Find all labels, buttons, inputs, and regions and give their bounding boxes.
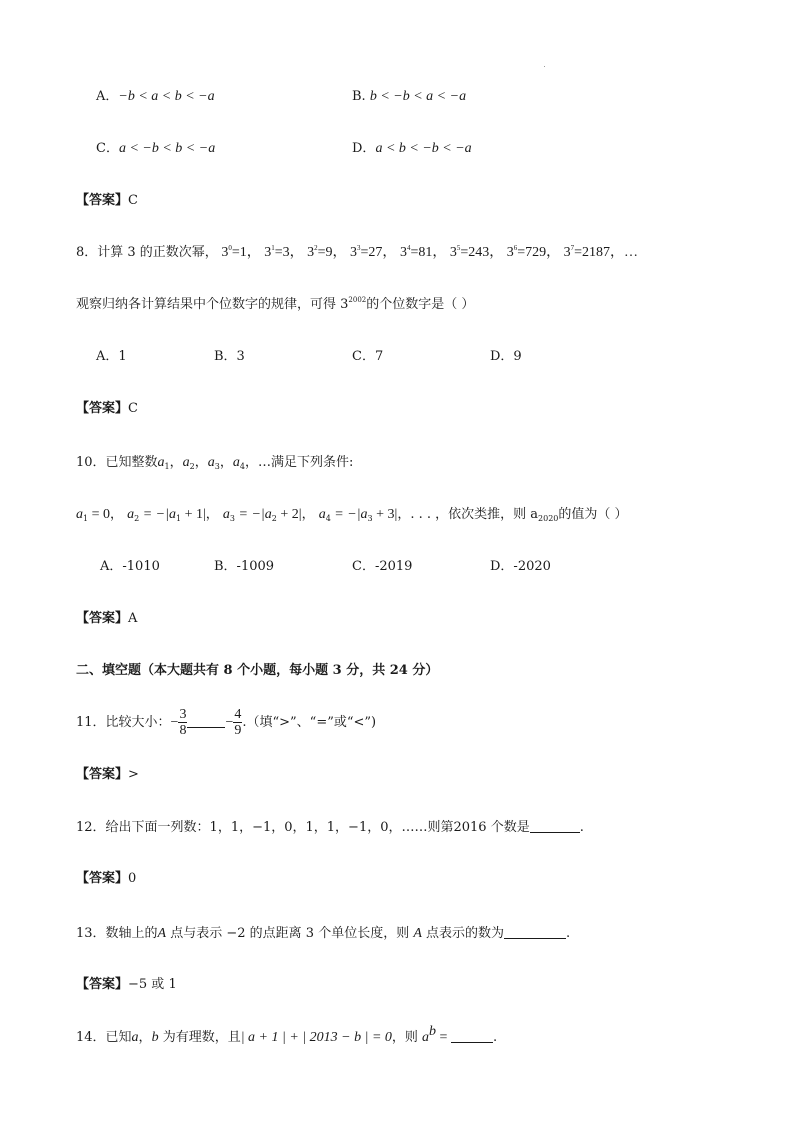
q8-stem-line1: 8．计算 3 的正数次幂， $3^0=1$， $3^1=3$， $3^2=9$， $3^3=27$， $3^4=81$， $3^5=243$， $3^6=729$， $3^7=2187$，… [76,244,639,260]
scan-dot [544,66,545,67]
q11-answer: 【答案】> [76,767,139,782]
section-title: 二、填空题（本大题共有 8 个小题，每小题 3 分，共 24 分） [76,663,439,678]
q12-blank[interactable] [530,818,580,833]
q13-answer: 【答案】−5 或 1 [76,977,177,992]
q10-option-a: A．-1010 [100,559,160,574]
q10-option-b: B．-1009 [214,559,275,574]
q12-answer: 【答案】0 [76,871,137,886]
q10-option-c: C．-2019 [352,559,413,574]
q10-stem-line1: 10．已知整数$a_1$，$a_2$，$a_3$，$a_4$，…满足下列条件: [76,455,354,471]
q7-answer: 【答案】C [76,193,138,208]
q7-option-c-expr: a < −b < b < −a [118,141,216,156]
q7-option-d-expr: a < b < −b < −a [375,141,472,156]
q7-option-b: B. b < −b < a < −a [352,89,467,104]
q8-powers: $3^0=1$， $3^1=3$， $3^2=9$， $3^3=27$， $3^4=81$， $3^5=243$， $3^6=729$， $3^7=2187$，… [221,244,639,260]
q7-option-a: A．−b < a < b < −a [96,89,215,104]
q7-option-b-expr: b < −b < a < −a [369,89,467,104]
q13-blank[interactable] [504,924,566,939]
q11-fraction-1: $\frac{3}{8}$ [179,707,187,738]
q8-answer: 【答案】C [76,401,138,416]
q7-option-d: D．a < b < −b < −a [352,141,472,156]
q11-fraction-2: $\frac{4}{9}$ [234,707,242,738]
q8-option-c: C．7 [352,349,384,364]
q8-option-a: A．1 [96,349,127,364]
q13-stem: 13．数轴上的A 点与表示 −2 的点距离 3 个单位长度，则 A 点表示的数为 . [76,926,571,941]
q8-option-b: B．3 [214,349,245,364]
q7-option-c: C．a < −b < b < −a [96,141,216,156]
q14-expression: | a + 1 | + | 2013 − b | = 0 [240,1030,392,1045]
q11-blank[interactable] [187,713,225,728]
q11-stem: 11．比较大小：− $\frac{3}{8}$ − $\frac{4}{9}$ .（填“>”、“=”或“<”) [76,707,377,738]
q12-stem: 12．给出下面一列数：1，1，−1，0，1，1，−1，0，……则第2016 个数是 . [76,820,584,835]
q8-option-d: D．9 [490,349,522,364]
q7-option-a-expr: −b < a < b < −a [118,89,215,104]
q10-answer: 【答案】A [76,611,138,626]
q14-blank[interactable] [451,1028,493,1043]
q10-option-d: D．-2020 [490,559,551,574]
q10-conditions: $a_1 = 0$， $a_2 = -|a_1 + 1|$， $a_3 = -|a_2 + 2|$， $a_4 = -|a_3 + 3|$，. . . ，依次类推，则 $a_{2020}$的值为（ ） [76,507,628,523]
q14-stem: 14．已知a，b 为有理数，且| a + 1 | + | 2013 − b | = 0，则 $a^b$ = . [76,1024,498,1045]
q8-stem-line2: 观察归纳各计算结果中个位数字的规律，可得 $3^{2002}$的个位数字是（ ） [76,296,475,312]
